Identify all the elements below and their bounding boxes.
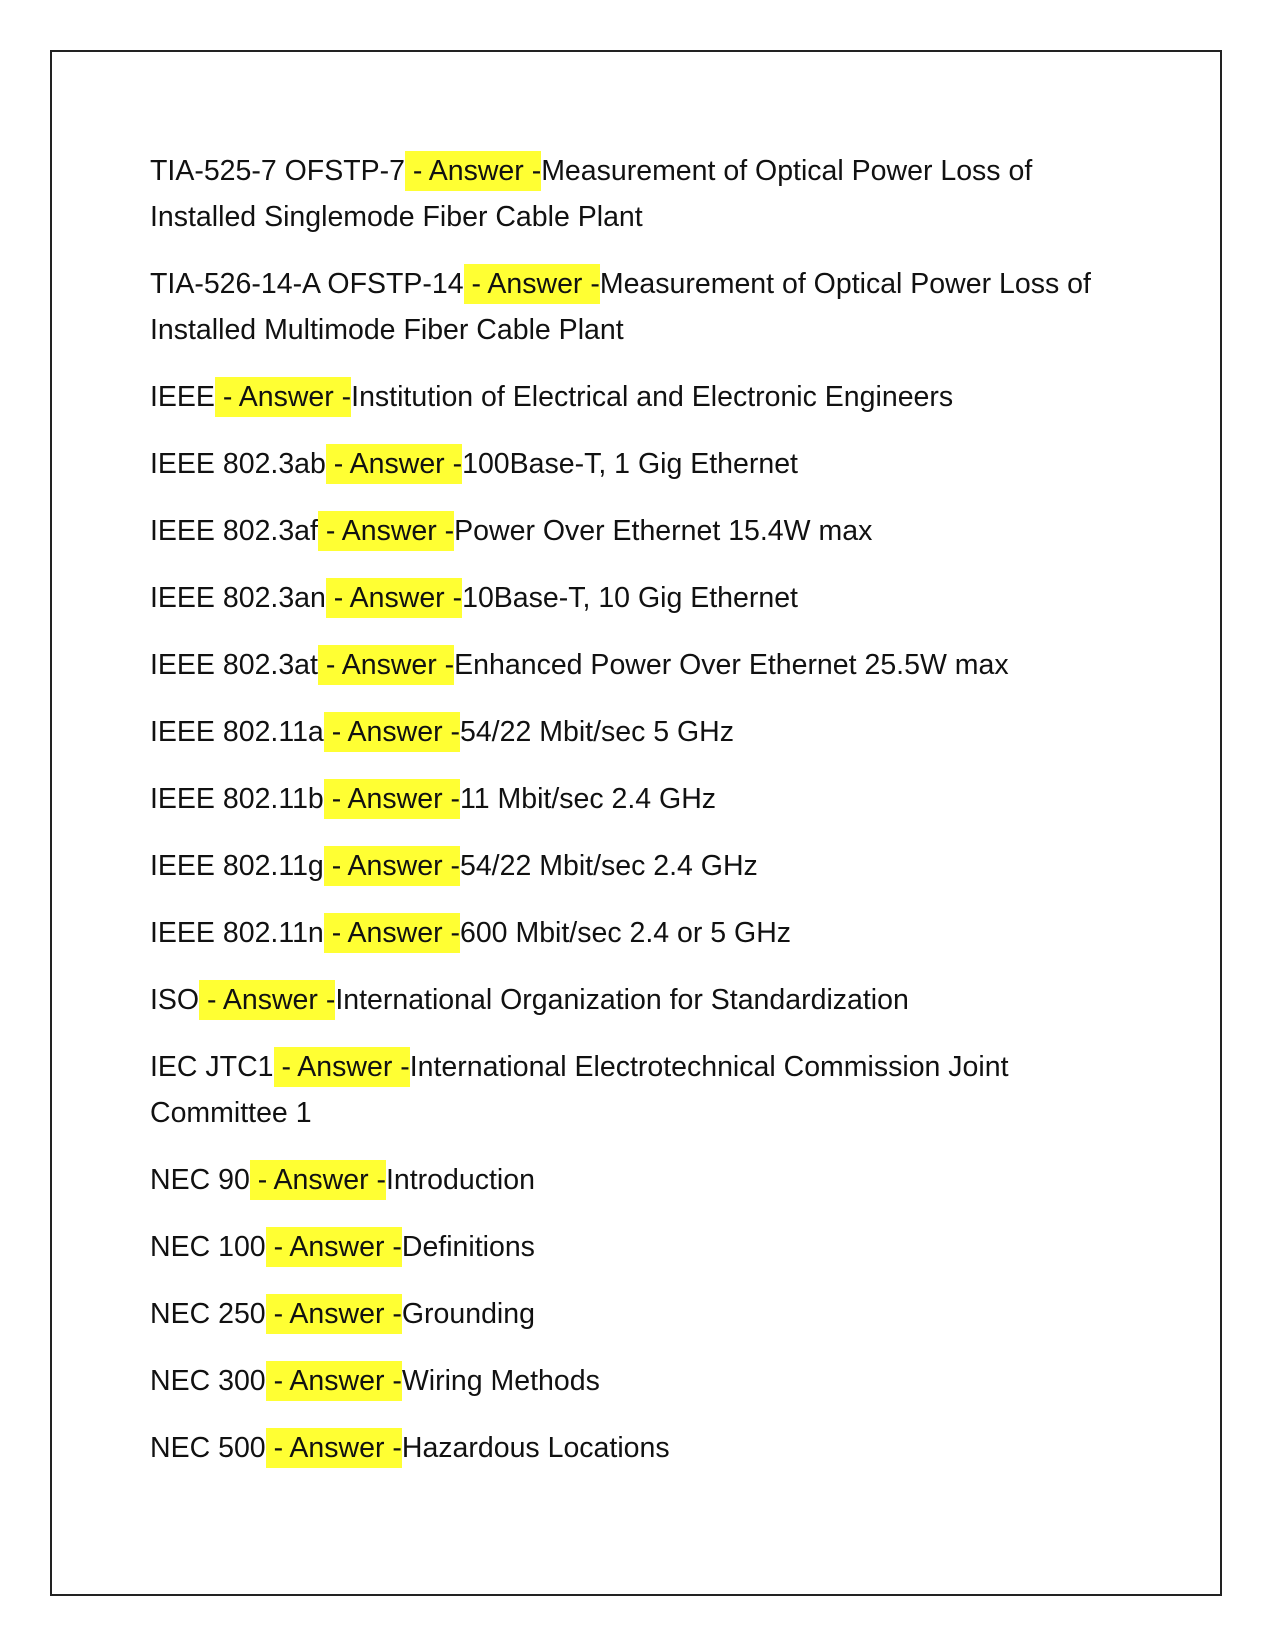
answer-separator: - Answer - [324,913,460,953]
entry-definition: International Electrotechnical Commission Joint Committee 1 [150,1051,1017,1129]
entry-definition: Enhanced Power Over Ethernet 25.5W max [454,649,1009,681]
entry-definition: Definitions [401,1231,535,1263]
entry-definition: 10Base-T, 10 Gig Ethernet [462,582,798,614]
entry-term: IEEE 802.3an [150,582,326,614]
answer-separator: - Answer - [266,1294,402,1334]
list-item [150,910,1110,956]
answer-separator: - Answer - [324,846,460,886]
list-item [150,374,1110,420]
entry-term: NEC 90 [150,1164,250,1196]
answer-separator: - Answer - [464,264,600,304]
answer-separator: - Answer - [266,1227,402,1267]
entry-term: NEC 250 [150,1298,266,1330]
entry-term: IEEE 802.11a [150,716,324,748]
answer-separator: - Answer - [326,578,462,618]
list-item [150,1224,1110,1270]
entry-term: IEEE [150,381,215,413]
entry-definition: International Organization for Standardization [335,984,909,1016]
list-item [150,575,1110,621]
list-item [150,843,1110,889]
entry-definition: 600 Mbit/sec 2.4 or 5 GHz [459,917,792,949]
entry-definition: 54/22 Mbit/sec 5 GHz [459,716,735,748]
entry-definition: Institution of Electrical and Electronic Engineers [351,381,954,413]
answer-separator: - Answer - [215,377,351,417]
answer-separator: - Answer - [405,151,541,191]
entry-definition: 54/22 Mbit/sec 2.4 GHz [459,850,758,882]
entry-definition: 100Base-T, 1 Gig Ethernet [462,448,798,480]
entry-term: NEC 300 [150,1365,266,1397]
entry-definition: 11 Mbit/sec 2.4 GHz [459,783,717,815]
entry-definition: Measurement of Optical Power Loss of Installed Singlemode Fiber Cable Plant [150,155,1041,233]
entry-term: TIA-525-7 OFSTP-7 [150,155,405,187]
entry-term: ISO [150,984,200,1016]
answer-separator: - Answer - [326,444,462,484]
answer-separator: - Answer - [199,980,335,1020]
list-item [150,709,1110,755]
entry-term: IEEE 802.11b [150,783,324,815]
entry-definition: Grounding [401,1298,535,1330]
list-item [150,441,1110,487]
entry-term: NEC 100 [150,1231,266,1263]
list-item [150,261,1110,353]
answer-separator: - Answer - [250,1160,386,1200]
entry-definition: Power Over Ethernet 15.4W max [454,515,873,547]
answer-separator: - Answer - [274,1047,410,1087]
list-item [150,1358,1110,1404]
entry-term: IEEE 802.11g [150,850,324,882]
entry-term: IEEE 802.11n [150,917,324,949]
list-item [150,776,1110,822]
answer-separator: - Answer - [324,779,460,819]
answer-separator: - Answer - [324,712,460,752]
entry-term: IEEE 802.3at [150,649,318,681]
list-item [150,1291,1110,1337]
entry-definition: Wiring Methods [401,1365,600,1397]
entry-definition: Introduction [386,1164,535,1196]
list-item [150,977,1110,1023]
entry-term: IEEE 802.3af [150,515,318,547]
answer-separator: - Answer - [266,1361,402,1401]
list-item [150,1157,1110,1203]
answer-separator: - Answer - [318,511,454,551]
entry-term: IEC JTC1 [150,1051,274,1083]
answer-separator: - Answer - [266,1428,402,1468]
entry-definition: Hazardous Locations [401,1432,670,1464]
qa-list [150,148,1110,1492]
list-item [150,642,1110,688]
list-item [150,1044,1110,1136]
entry-term: TIA-526-14-A OFSTP-14 [150,268,464,300]
entry-term: IEEE 802.3ab [150,448,326,480]
list-item [150,508,1110,554]
entry-term: NEC 500 [150,1432,266,1464]
entry-definition: Measurement of Optical Power Loss of Installed Multimode Fiber Cable Plant [150,268,1099,346]
list-item [150,1425,1110,1471]
answer-separator: - Answer - [318,645,454,685]
list-item [150,148,1110,240]
